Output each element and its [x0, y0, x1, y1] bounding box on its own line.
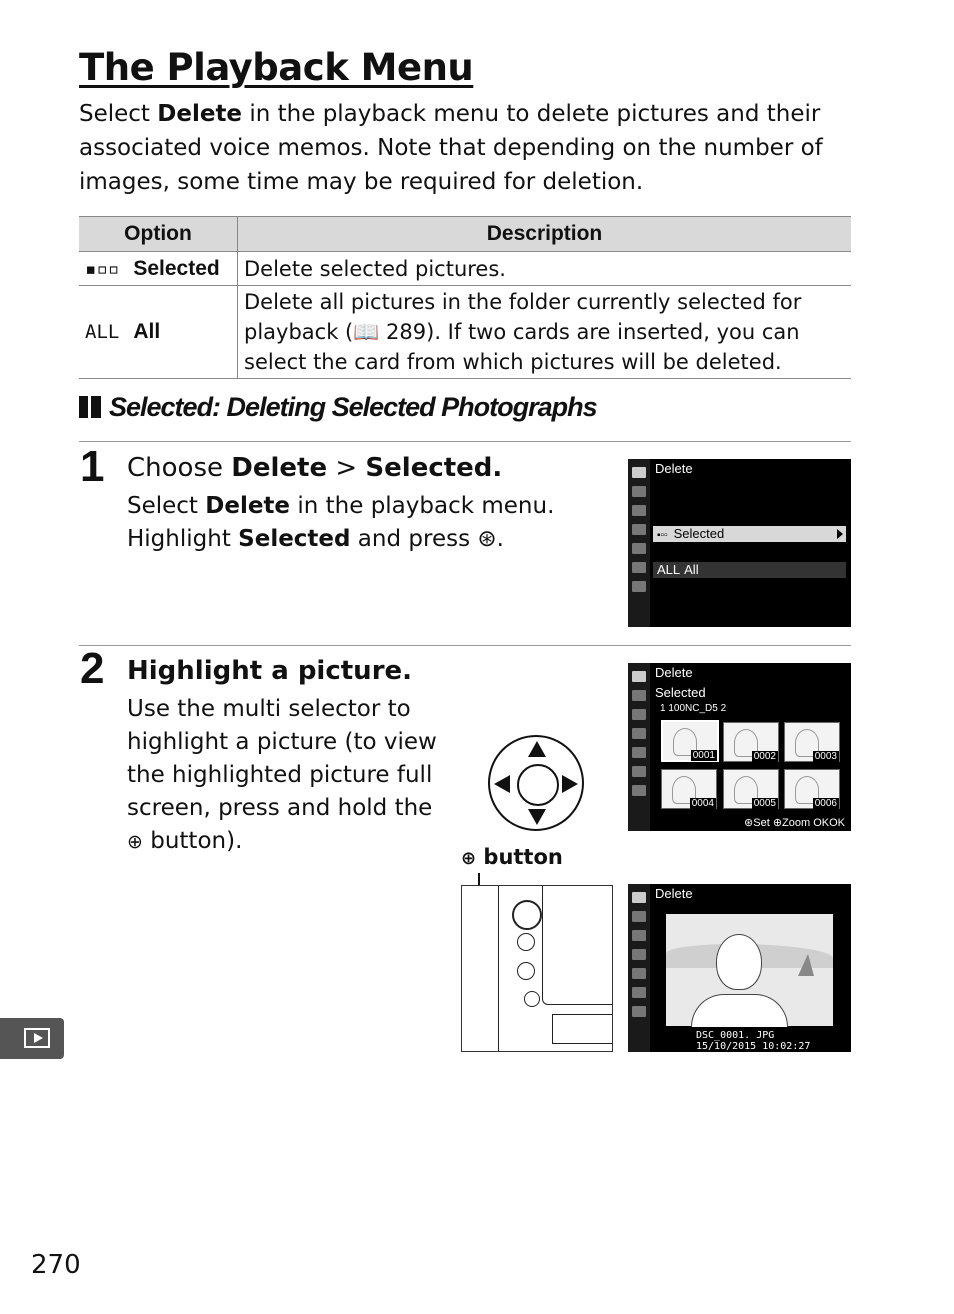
step-body [127, 490, 587, 556]
intro-bold: Delete [157, 101, 243, 127]
portrait-body-sketch [691, 994, 788, 1027]
screen-title: Delete [655, 665, 693, 680]
multi-selector-center [517, 764, 559, 806]
playback-icon [24, 1028, 50, 1048]
section-marker-icon [79, 396, 101, 418]
pencil-tab-icon [632, 728, 646, 739]
folder-label: 1 100NC_D5 2 [660, 703, 727, 714]
thumbnail [723, 722, 779, 762]
divider [79, 645, 851, 646]
text: Use the multi selector to highlight a picture (to view the highlighted picture full screen, press and hold the [127, 696, 437, 821]
step-title: Highlight a picture. [127, 656, 413, 686]
all-icon: ALL [657, 562, 681, 577]
movie-tab-icon [632, 709, 646, 720]
zoom-out-button-diagram [517, 933, 535, 951]
menu-item-label: All [684, 562, 699, 577]
options-table [79, 216, 851, 379]
step-body [127, 693, 447, 859]
portrait-face-sketch [716, 934, 762, 990]
arrow-right-icon [837, 529, 843, 539]
mymenu-tab-icon [632, 785, 646, 796]
option-cell [79, 252, 238, 286]
menu-tabs [628, 884, 650, 1052]
mymenu-tab-icon [632, 1006, 646, 1017]
thumbnail-number: 0005 [753, 798, 776, 809]
thumbnail [723, 769, 779, 809]
zoom-button-caption [461, 845, 563, 869]
menu-item-all [653, 562, 846, 578]
screen-title: Delete [655, 886, 693, 901]
all-icon: ALL [85, 321, 120, 343]
thumbnail-number: 0001 [692, 750, 715, 761]
thumbnail [661, 769, 717, 809]
table-row [79, 286, 851, 379]
camera-panel [552, 1014, 613, 1044]
text-bold: Delete [205, 493, 291, 519]
step-number: 1 [80, 442, 105, 491]
thumbnail-number: 0003 [814, 751, 837, 762]
zoom-in-icon: ⊕ [461, 848, 477, 869]
arrow-left-icon [494, 775, 510, 793]
text: button). [150, 828, 243, 854]
screen-title: Delete [655, 461, 693, 476]
step-title-sep: > [327, 453, 366, 483]
intro-text-rest: in the playback menu to delete pictures and their associated voice memos. Note that depending on the number of images, some time may be required for deletion. [79, 101, 823, 195]
table-header-option: Option [79, 217, 238, 252]
divider [79, 441, 851, 442]
movie-tab-icon [632, 930, 646, 941]
table-row [79, 252, 851, 286]
camera-tab-icon [632, 486, 646, 497]
option-cell [79, 286, 238, 379]
retouch-tab-icon [632, 562, 646, 573]
camera-tab-icon [632, 911, 646, 922]
menu-item-selected [653, 526, 846, 542]
option-label: Selected [133, 256, 220, 280]
zoom-in-icon: ⊕ [127, 831, 143, 853]
playback-section-tab [0, 1018, 64, 1059]
page-number: 270 [31, 1250, 81, 1280]
playback-tab-icon [632, 671, 646, 682]
wrench-tab-icon [632, 747, 646, 758]
section-heading [79, 392, 597, 423]
photo-datetime: 15/10/2015 10:02:27 [696, 1041, 811, 1052]
multi-selector-diagram [488, 735, 584, 831]
step-title [127, 453, 502, 483]
menu-item-label: Selected [673, 526, 725, 541]
option-label: All [133, 320, 161, 343]
thumbnail-number: 0006 [814, 798, 837, 809]
camera-monitor [542, 885, 613, 1005]
step-number: 2 [80, 644, 105, 693]
section-heading-text: Selected: Deleting Selected Photographs [109, 392, 597, 422]
camera-screen-thumbnails [628, 663, 851, 831]
retouch-tab-icon [632, 987, 646, 998]
caption-text: button [483, 845, 563, 869]
wrench-tab-icon [632, 543, 646, 554]
step-title-bold: Selected. [365, 453, 503, 483]
pencil-tab-icon [632, 524, 646, 535]
menu-tabs [628, 663, 650, 831]
text: and press ⊛. [350, 526, 504, 552]
table-header-description: Description [238, 217, 852, 252]
selected-grid-icon: ▪▫▫ [85, 257, 120, 280]
thumbnail [661, 720, 719, 762]
mymenu-tab-icon [632, 581, 646, 592]
arrow-right-icon [562, 775, 578, 793]
camera-screen-delete-menu [628, 459, 851, 627]
ok-button-diagram [517, 962, 535, 980]
playback-tab-icon [632, 892, 646, 903]
page-title: The Playback Menu [79, 46, 474, 89]
camera-screen-full-frame [628, 884, 851, 1052]
camera-back-illustration [461, 885, 613, 1052]
step-title-text: Choose [127, 453, 232, 483]
pencil-tab-icon [632, 949, 646, 960]
screen-subtitle: Selected [655, 685, 706, 700]
thumbnail [784, 722, 840, 762]
description-cell: Delete selected pictures. [238, 252, 852, 286]
text: Select [127, 493, 206, 519]
retouch-tab-icon [632, 766, 646, 777]
intro-paragraph [79, 97, 869, 199]
arrow-down-icon [528, 809, 546, 825]
fn2-button-diagram [524, 991, 540, 1007]
intro-text: Select [79, 101, 158, 127]
thumbnail [784, 769, 840, 809]
movie-tab-icon [632, 505, 646, 516]
zoom-in-button-diagram [512, 900, 542, 930]
description-cell: Delete all pictures in the folder currently selected for playback (📖 289). If two cards are inserted, you can select the card from which pictures will be deleted. [238, 286, 852, 379]
step-title-bold: Delete [231, 453, 328, 483]
photo-preview [666, 914, 833, 1026]
thumbnail-number: 0002 [753, 751, 776, 762]
text: in the playback menu. [290, 493, 555, 519]
camera-edge [484, 885, 499, 1052]
screen-footer: ⊛Set ⊕Zoom OKOK [744, 817, 845, 829]
photo-info [696, 1030, 810, 1052]
text: Highlight [127, 526, 239, 552]
text-bold: Selected [238, 526, 351, 552]
wrench-tab-icon [632, 968, 646, 979]
menu-tabs [628, 459, 650, 627]
camera-tab-icon [632, 690, 646, 701]
selected-grid-icon: ▪▫▫ [657, 530, 668, 541]
sailboat-sketch [798, 954, 814, 976]
photo-filename: DSC_0001. JPG [696, 1030, 775, 1041]
playback-tab-icon [632, 467, 646, 478]
thumbnail-number: 0004 [691, 798, 714, 809]
arrow-up-icon [528, 741, 546, 757]
